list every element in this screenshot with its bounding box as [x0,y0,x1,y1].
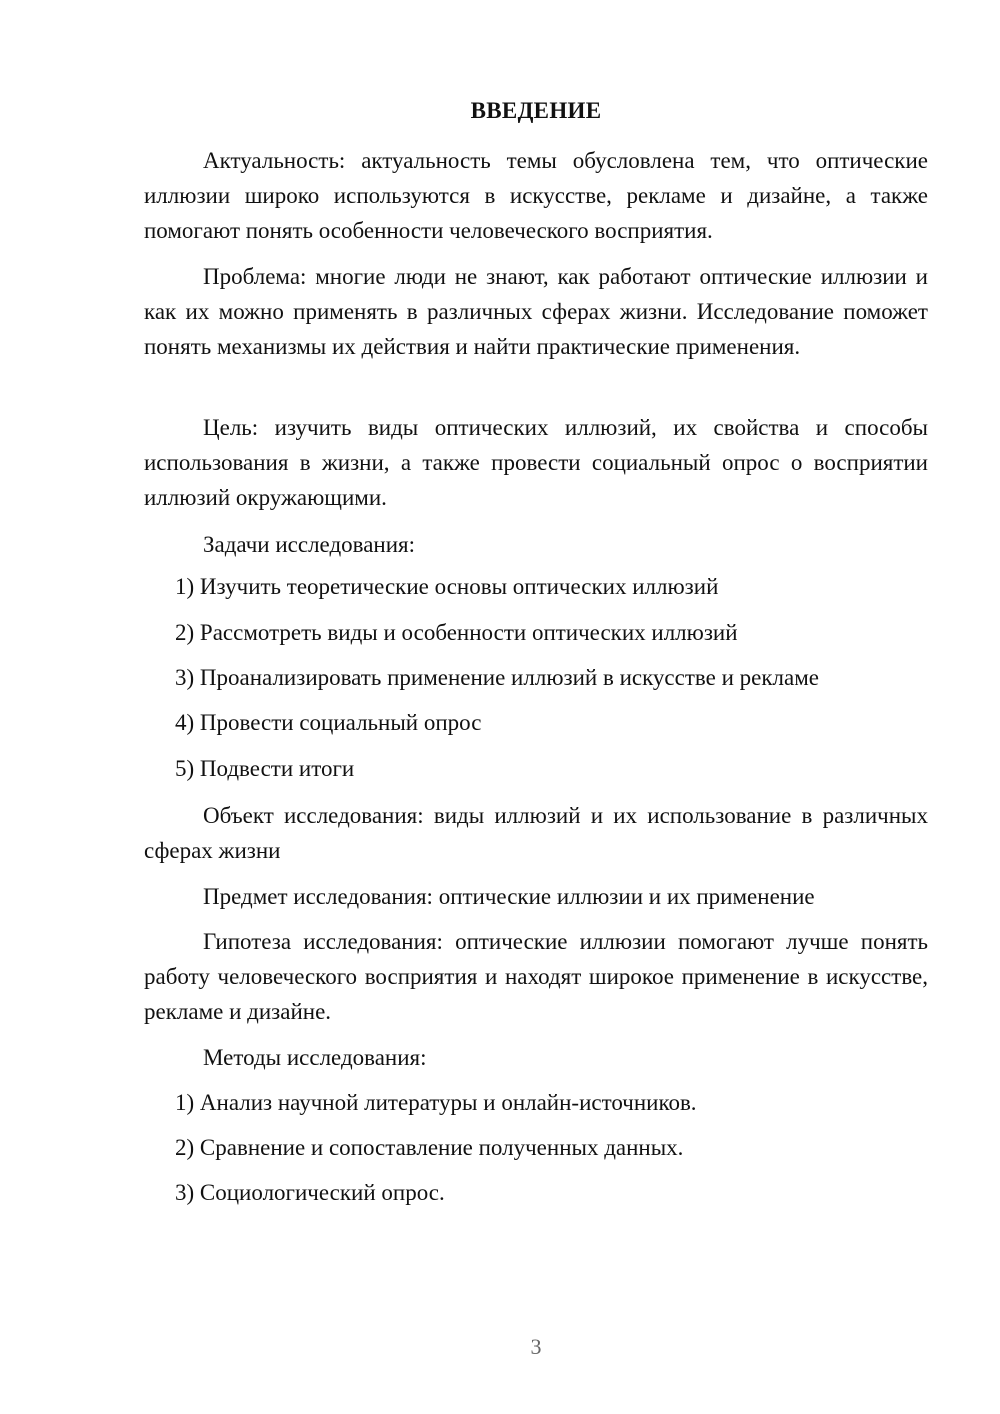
method-item: 2) Сравнение и сопоставление полученных данных. [175,1135,684,1160]
subject-paragraph: Предмет исследования: оптические иллюзии и их применение [203,884,815,909]
methods-heading: Методы исследования: [203,1045,427,1070]
tasks-heading: Задачи исследования: [203,532,416,557]
task-item: 3) Проанализировать применение иллюзий в искусстве и рекламе [175,665,819,690]
section-title: ВВЕДЕНИЕ [470,98,602,123]
object-paragraph: Объект исследования: виды иллюзий и их использование в различных сферах жизни [144,803,928,863]
goal-paragraph: Цель: изучить виды оптических иллюзий, их свойства и способы использования в жизни, а также провести социальный опрос о восприятии иллюзий окружающими. [144,415,928,510]
task-item: 4) Провести социальный опрос [175,710,482,735]
hypothesis-paragraph: Гипотеза исследования: оптические иллюзии помогают лучше понять работу человеческого восприятия и находят широкое применение в искусстве, рекламе и дизайне. [144,929,928,1024]
task-item: 5) Подвести итоги [175,756,355,781]
relevance-paragraph: Актуальность: актуальность темы обусловлена тем, что оптические иллюзии широко используются в искусстве, рекламе и дизайне, а также помогают понять особенности человеческого восприятия. [144,148,928,243]
method-item: 3) Социологический опрос. [175,1180,445,1205]
task-item: 2) Рассмотреть виды и особенности оптических иллюзий [175,620,738,645]
task-item: 1) Изучить теоретические основы оптических иллюзий [175,574,719,599]
problem-paragraph: Проблема: многие люди не знают, как работают оптические иллюзии и как их можно применять в различных сферах жизни. Исследование поможет понять механизмы их действия и найти практические применения. [144,264,928,359]
page-number: 3 [530,1334,542,1359]
method-item: 1) Анализ научной литературы и онлайн-источников. [175,1090,697,1115]
